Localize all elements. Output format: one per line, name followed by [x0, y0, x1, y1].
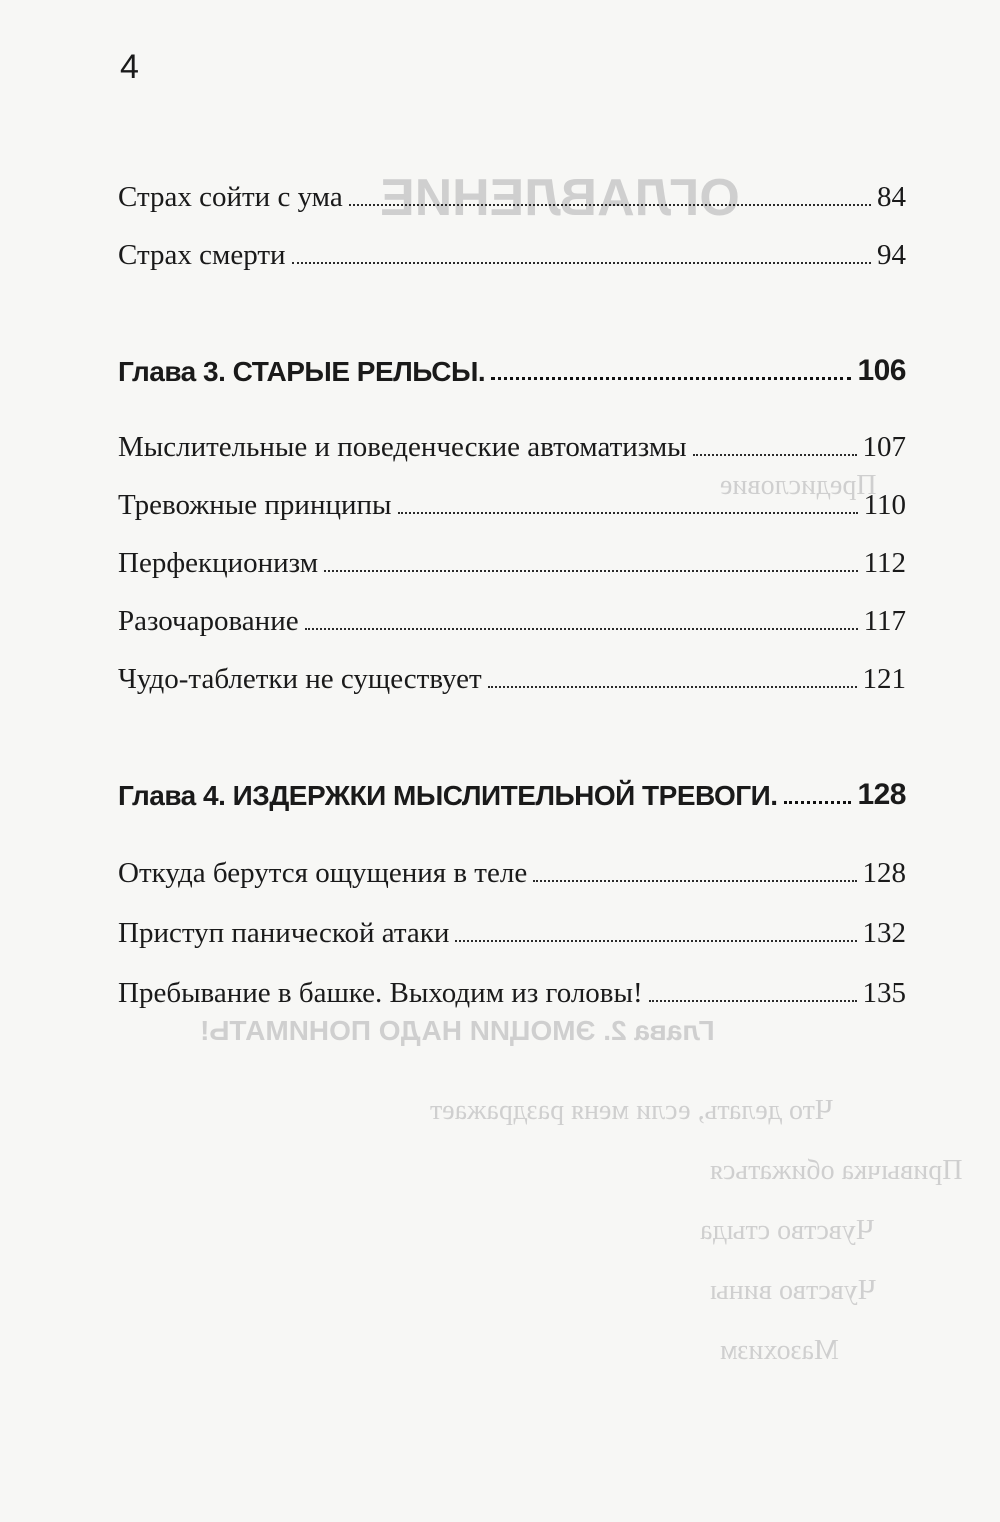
- bleed-through-line: Привычка обижаться: [710, 1155, 963, 1186]
- dot-leader: [349, 204, 871, 206]
- toc-entry-page: 135: [862, 977, 906, 1009]
- toc-entry: [118, 476, 906, 520]
- bleed-through-line: Предисловие: [720, 470, 877, 501]
- bleed-through-line: Чувство стыда: [700, 1215, 875, 1246]
- toc-chapter-title: Глава 4. ИЗДЕРЖКИ МЫСЛИТЕЛЬНОЙ ТРЕВОГИ.: [118, 780, 778, 811]
- dot-leader: [292, 262, 871, 264]
- toc-entry: [118, 592, 906, 636]
- dot-leader: [455, 940, 856, 942]
- toc-entry-title: Чудо-таблетки не существует: [118, 663, 482, 695]
- toc-entry-page: 110: [863, 489, 906, 521]
- toc-entry-page: 107: [862, 431, 906, 463]
- toc-entry-page: 117: [863, 605, 906, 637]
- toc-entry-title: Страх смерти: [118, 239, 286, 271]
- dot-leader: [649, 1000, 857, 1002]
- dot-leader: [491, 377, 851, 380]
- dot-leader: [324, 570, 858, 572]
- toc-chapter-page: 106: [857, 354, 906, 387]
- toc-entry-title: Пребывание в башке. Выходим из головы!: [118, 977, 643, 1009]
- toc-entry: [118, 168, 906, 212]
- toc-entry-title: Тревожные принципы: [118, 489, 392, 521]
- toc-entry-page: 84: [877, 181, 906, 213]
- bleed-through-line: Чувство вины: [710, 1275, 876, 1306]
- dot-leader: [693, 454, 857, 456]
- toc-entry-title: Разочарование: [118, 605, 299, 637]
- toc-chapter-heading: [118, 342, 906, 386]
- toc-entry: [118, 650, 906, 694]
- toc-chapter-heading: [118, 766, 906, 810]
- toc-entry-title: Страх сойти с ума: [118, 181, 343, 213]
- toc-entry: [118, 904, 906, 948]
- toc-chapter-page: 128: [857, 778, 906, 811]
- toc-chapter-title: Глава 3. СТАРЫЕ РЕЛЬСЫ.: [118, 356, 486, 387]
- toc-entry: [118, 534, 906, 578]
- toc-entry-page: 112: [863, 547, 906, 579]
- bleed-through-heading: ОГЛАВЛЕНИЕ: [380, 169, 740, 227]
- page-number: 4: [120, 48, 139, 86]
- bleed-through-line: Мазохизм: [720, 1335, 839, 1366]
- dot-leader: [305, 628, 858, 630]
- dot-leader: [784, 801, 852, 804]
- toc-entry-page: 128: [862, 857, 906, 889]
- toc-entry-title: Мыслительные и поведенческие автоматизмы: [118, 431, 687, 463]
- bleed-through-line: Что делать, если меня раздражает: [430, 1095, 834, 1126]
- toc-entry-title: Перфекционизм: [118, 547, 319, 579]
- toc-entry: [118, 964, 906, 1008]
- toc-entry-title: Приступ панической атаки: [118, 917, 450, 949]
- dot-leader: [533, 880, 856, 882]
- toc-entry-page: 94: [877, 239, 906, 271]
- bleed-through-line: Глава 2. ЭМОЦИИ НАДО ПОНИМАТЬ!: [200, 1015, 715, 1046]
- dot-leader: [398, 512, 858, 514]
- toc-entry-title: Откуда берутся ощущения в теле: [118, 857, 528, 889]
- toc-entry-page: 132: [862, 917, 906, 949]
- toc-entry: [118, 844, 906, 888]
- dot-leader: [488, 686, 857, 688]
- toc-entry: [118, 226, 906, 270]
- toc-entry-page: 121: [862, 663, 906, 695]
- toc-entry: [118, 418, 906, 462]
